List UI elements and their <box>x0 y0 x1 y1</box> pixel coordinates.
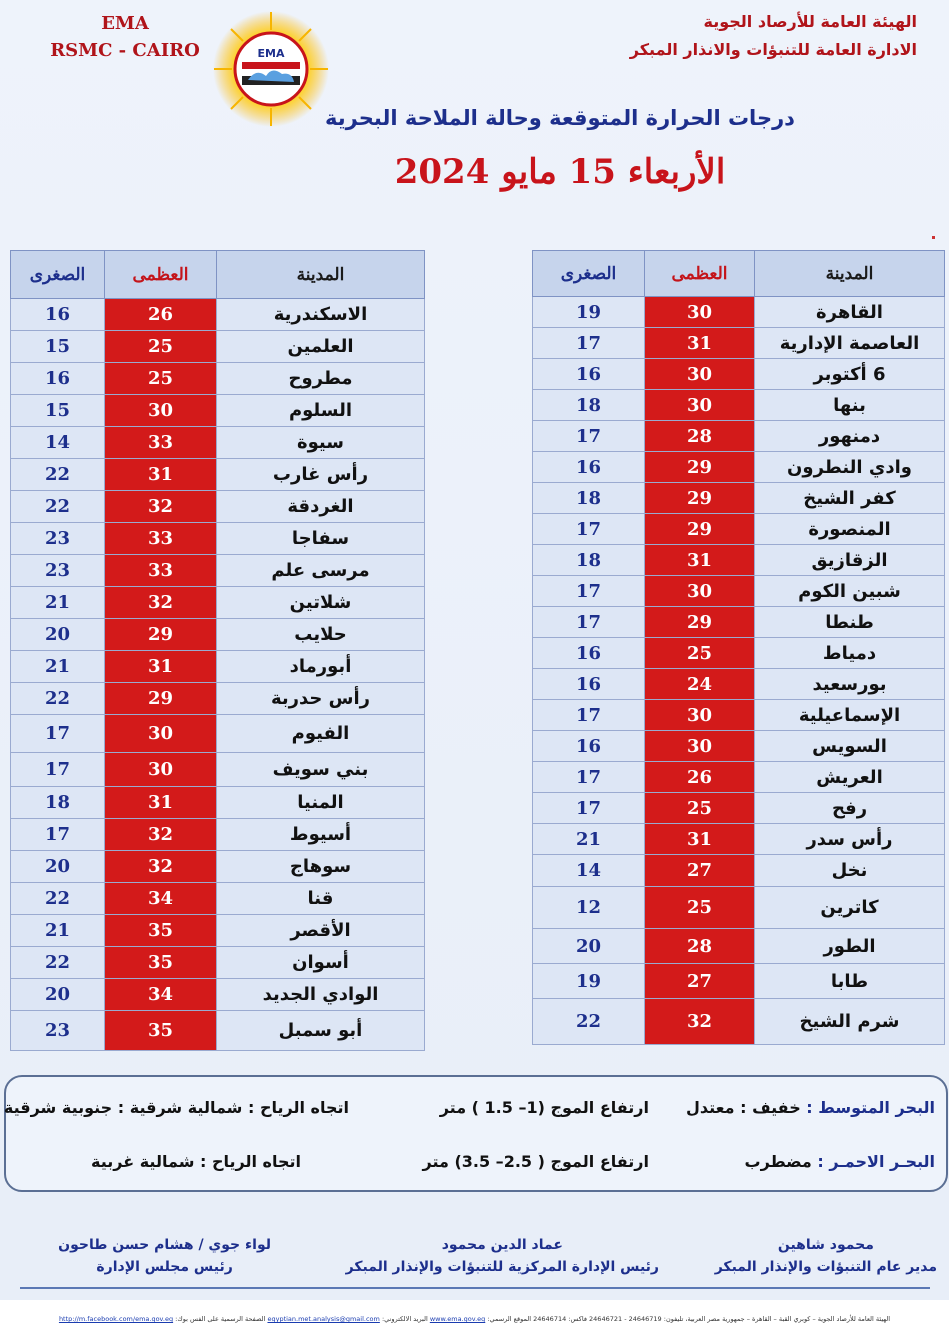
cell-city: العاصمة الإدارية <box>755 328 945 359</box>
cell-min: 19 <box>533 297 645 328</box>
table-row <box>11 651 425 683</box>
website-link[interactable]: www.ema.gov.eg <box>429 1315 486 1323</box>
signature-block <box>715 1234 937 1278</box>
cell-min: 22 <box>533 999 645 1045</box>
cell-max: 29 <box>645 607 755 638</box>
table-header-row <box>11 251 425 299</box>
red-wave-height: ارتفاع الموج ( 2.5– 3.5) متر <box>422 1152 649 1171</box>
cell-city: السلوم <box>217 395 425 427</box>
cell-city: نخل <box>755 855 945 887</box>
cell-city: شبين الكوم <box>755 576 945 607</box>
cell-max: 25 <box>105 363 217 395</box>
cell-min: 15 <box>11 331 105 363</box>
cell-city: قنا <box>217 883 425 915</box>
cell-max: 30 <box>645 297 755 328</box>
table-row <box>533 638 945 669</box>
cell-min: 22 <box>11 683 105 715</box>
cell-min: 18 <box>11 787 105 819</box>
table-row <box>533 700 945 731</box>
cell-max: 31 <box>105 651 217 683</box>
cell-max: 35 <box>105 947 217 979</box>
med-sea-value: خفيف : معتدل <box>685 1098 801 1117</box>
table-row <box>11 619 425 651</box>
cell-max: 33 <box>105 555 217 587</box>
table-row <box>533 929 945 964</box>
cell-max: 34 <box>105 883 217 915</box>
table-row <box>533 452 945 483</box>
cell-min: 22 <box>11 491 105 523</box>
cell-min: 21 <box>11 651 105 683</box>
cell-city: المنصورة <box>755 514 945 545</box>
cell-min: 19 <box>533 964 645 999</box>
cell-min: 17 <box>11 753 105 787</box>
table-row <box>533 297 945 328</box>
table-row <box>533 328 945 359</box>
table-row <box>11 753 425 787</box>
cell-city: الزقازيق <box>755 545 945 576</box>
cell-max: 30 <box>645 700 755 731</box>
cell-city: 6 أكتوبر <box>755 359 945 390</box>
cell-max: 35 <box>105 915 217 947</box>
cell-max: 25 <box>105 331 217 363</box>
cell-city: رأس حدربة <box>217 683 425 715</box>
table-row <box>11 787 425 819</box>
cell-min: 14 <box>11 427 105 459</box>
header-city: المدينة <box>217 251 425 299</box>
table-row <box>11 299 425 331</box>
table-row <box>533 824 945 855</box>
signature-title: مدير عام التنبؤات والإنذار المبكر <box>714 1259 937 1275</box>
cell-max: 28 <box>645 421 755 452</box>
med-sea-state <box>686 1098 935 1117</box>
cell-min: 23 <box>11 555 105 587</box>
cell-min: 22 <box>11 883 105 915</box>
header-max: العظمى <box>105 251 217 299</box>
footer <box>10 1315 939 1323</box>
cell-max: 27 <box>645 855 755 887</box>
red-wind-direction: اتجاه الرياح : شمالية غربية <box>91 1152 301 1171</box>
logo-text: EMA <box>257 47 285 60</box>
table-row <box>11 979 425 1011</box>
org-dept-ar: الادارة العامة للتنبؤات والانذار المبكر <box>629 40 917 59</box>
cell-max: 26 <box>645 762 755 793</box>
sea-conditions-box <box>4 1075 948 1192</box>
table-row <box>533 421 945 452</box>
header-max: العظمى <box>645 251 755 297</box>
cell-min: 18 <box>533 390 645 421</box>
cell-city: بورسعيد <box>755 669 945 700</box>
cell-max: 34 <box>105 979 217 1011</box>
cell-max: 32 <box>105 851 217 883</box>
cell-city: مطروح <box>217 363 425 395</box>
table-row <box>11 851 425 883</box>
page-title: درجات الحرارة المتوقعة وحالة الملاحة البحرية <box>325 106 795 130</box>
cell-city: شلاتين <box>217 587 425 619</box>
cell-city: المنيا <box>217 787 425 819</box>
table-row <box>533 359 945 390</box>
table-row <box>533 607 945 638</box>
cell-city: أسيوط <box>217 819 425 851</box>
red-sea-state <box>745 1152 935 1171</box>
signature-title: رئيس مجلس الإدارة <box>96 1259 233 1275</box>
cell-min: 16 <box>533 731 645 762</box>
cell-max: 30 <box>645 576 755 607</box>
cell-city: دمنهور <box>755 421 945 452</box>
table-row <box>533 762 945 793</box>
cell-min: 16 <box>533 669 645 700</box>
cell-max: 30 <box>105 753 217 787</box>
cell-min: 17 <box>533 421 645 452</box>
cell-city: بني سويف <box>217 753 425 787</box>
cell-city: حلايب <box>217 619 425 651</box>
cell-max: 25 <box>645 793 755 824</box>
cell-city: الأقصر <box>217 915 425 947</box>
table-row <box>11 587 425 619</box>
table-row <box>11 427 425 459</box>
table-row <box>533 514 945 545</box>
cell-min: 16 <box>533 638 645 669</box>
table-row <box>11 1011 425 1051</box>
cell-max: 29 <box>645 483 755 514</box>
header-min: الصغرى <box>11 251 105 299</box>
cell-max: 27 <box>645 964 755 999</box>
cell-max: 31 <box>645 545 755 576</box>
cell-min: 17 <box>533 793 645 824</box>
header-min: الصغرى <box>533 251 645 297</box>
cell-max: 35 <box>105 1011 217 1051</box>
cell-max: 25 <box>645 638 755 669</box>
email-label: البريد الالكتروني: <box>381 1315 428 1323</box>
cell-min: 17 <box>11 819 105 851</box>
cell-city: القاهرة <box>755 297 945 328</box>
cell-min: 20 <box>11 619 105 651</box>
cell-min: 21 <box>533 824 645 855</box>
cell-min: 17 <box>533 328 645 359</box>
cell-city: سفاجا <box>217 523 425 555</box>
cell-min: 17 <box>533 576 645 607</box>
cell-max: 33 <box>105 523 217 555</box>
cell-city: الفيوم <box>217 715 425 753</box>
table-row <box>533 855 945 887</box>
cell-city: سيوة <box>217 427 425 459</box>
cell-min: 16 <box>533 452 645 483</box>
table-row <box>533 669 945 700</box>
cell-min: 18 <box>533 483 645 514</box>
cell-min: 17 <box>11 715 105 753</box>
cell-city: كاترين <box>755 887 945 929</box>
cell-max: 32 <box>105 491 217 523</box>
facebook-label: الصفحة الرسمية على الفس بوك: <box>175 1315 266 1323</box>
cell-max: 31 <box>645 824 755 855</box>
cell-min: 23 <box>11 523 105 555</box>
org-rsmc: RSMC - CAIRO <box>50 40 200 61</box>
table-row <box>533 483 945 514</box>
cell-max: 30 <box>645 390 755 421</box>
org-name-ar: الهيئة العامة للأرصاد الجوية <box>703 12 917 31</box>
cell-max: 29 <box>105 683 217 715</box>
forecast-date: الأربعاء 15 مايو 2024 <box>394 152 726 192</box>
cell-city: الإسماعيلية <box>755 700 945 731</box>
cell-min: 12 <box>533 887 645 929</box>
cell-city: مرسى علم <box>217 555 425 587</box>
cell-max: 32 <box>105 587 217 619</box>
facebook-link[interactable]: http://m.facebook.com/ema.gov.eg <box>58 1315 174 1323</box>
cell-city: الطور <box>755 929 945 964</box>
cell-min: 22 <box>11 459 105 491</box>
red-sea-label: البحـر الاحمـر : <box>817 1152 935 1171</box>
cell-max: 31 <box>645 328 755 359</box>
signature-name: لواء جوي / هشام حسن طاحون <box>58 1237 271 1253</box>
email-link[interactable]: egyptian.met.analysis@gmail.com <box>267 1315 380 1323</box>
cell-min: 17 <box>533 607 645 638</box>
cell-max: 33 <box>105 427 217 459</box>
cell-city: بنها <box>755 390 945 421</box>
signature-name: محمود شاهين <box>777 1237 874 1253</box>
cell-city: العريش <box>755 762 945 793</box>
signature-divider <box>20 1287 930 1289</box>
med-sea-label: البحر المتوسط : <box>806 1098 935 1117</box>
table-row <box>11 555 425 587</box>
table-row <box>11 331 425 363</box>
signature-title: رئيس الإدارة المركزية للتنبؤات والإنذار المبكر <box>345 1259 659 1275</box>
table-row <box>11 523 425 555</box>
cell-min: 17 <box>533 514 645 545</box>
table-row <box>533 390 945 421</box>
decorative-dot <box>932 236 935 239</box>
temperature-table-right <box>532 250 945 1045</box>
table-row <box>11 491 425 523</box>
cell-min: 16 <box>11 363 105 395</box>
table-row <box>533 793 945 824</box>
cell-city: أبورماد <box>217 651 425 683</box>
cell-city: أسوان <box>217 947 425 979</box>
cell-min: 23 <box>11 1011 105 1051</box>
cell-min: 20 <box>533 929 645 964</box>
cell-city: الاسكندرية <box>217 299 425 331</box>
table-row <box>11 947 425 979</box>
cell-min: 20 <box>11 979 105 1011</box>
signature-name: عماد الدين محمود <box>441 1237 563 1253</box>
table-row <box>533 887 945 929</box>
cell-min: 18 <box>533 545 645 576</box>
cell-min: 20 <box>11 851 105 883</box>
table-row <box>533 545 945 576</box>
cell-min: 22 <box>11 947 105 979</box>
table-row <box>11 363 425 395</box>
cell-city: طابا <box>755 964 945 999</box>
cell-city: الوادي الجديد <box>217 979 425 1011</box>
cell-city: سوهاج <box>217 851 425 883</box>
cell-city: شرم الشيخ <box>755 999 945 1045</box>
cell-min: 15 <box>11 395 105 427</box>
cell-city: طنطا <box>755 607 945 638</box>
table-header-row <box>533 251 945 297</box>
org-english <box>40 10 210 64</box>
cell-city: وادي النطرون <box>755 452 945 483</box>
cell-city: كفر الشيخ <box>755 483 945 514</box>
table-row <box>11 915 425 947</box>
cell-max: 31 <box>105 459 217 491</box>
cell-max: 30 <box>105 715 217 753</box>
table-row <box>11 883 425 915</box>
cell-min: 16 <box>533 359 645 390</box>
cell-max: 29 <box>645 452 755 483</box>
cell-max: 30 <box>645 359 755 390</box>
cell-city: السويس <box>755 731 945 762</box>
signature-block <box>58 1234 271 1278</box>
cell-max: 25 <box>645 887 755 929</box>
cell-max: 31 <box>105 787 217 819</box>
cell-city: أبو سمبل <box>217 1011 425 1051</box>
cell-min: 14 <box>533 855 645 887</box>
cell-max: 30 <box>105 395 217 427</box>
org-arabic <box>557 8 917 64</box>
cell-min: 17 <box>533 700 645 731</box>
cell-max: 24 <box>645 669 755 700</box>
cell-min: 21 <box>11 915 105 947</box>
cell-city: رأس سدر <box>755 824 945 855</box>
cell-max: 29 <box>105 619 217 651</box>
red-sea-value: مضطرب <box>744 1152 812 1171</box>
table-row <box>533 576 945 607</box>
cell-max: 29 <box>645 514 755 545</box>
table-row <box>11 683 425 715</box>
cell-max: 26 <box>105 299 217 331</box>
cell-city: العلمين <box>217 331 425 363</box>
cell-max: 28 <box>645 929 755 964</box>
table-row <box>11 459 425 491</box>
cell-min: 21 <box>11 587 105 619</box>
table-row <box>533 964 945 999</box>
cell-min: 16 <box>11 299 105 331</box>
table-row <box>533 731 945 762</box>
table-row <box>11 395 425 427</box>
header-city: المدينة <box>755 251 945 297</box>
cell-min: 17 <box>533 762 645 793</box>
med-wave-height: ارتفاع الموج (1– 1.5 ) متر <box>439 1098 649 1117</box>
signature-block <box>346 1234 659 1278</box>
org-abbrev: EMA <box>101 13 149 34</box>
cell-max: 32 <box>645 999 755 1045</box>
cell-city: رفح <box>755 793 945 824</box>
table-row <box>11 715 425 753</box>
footer-address: الهيئة العامة للأرصاد الجوية – كوبري القبة – القاهرة – جمهورية مصر العربية، تليفون: 24646719 - 24646721 فاكس: 24646714 الموقع الرسمي: <box>487 1315 891 1323</box>
cell-city: دمياط <box>755 638 945 669</box>
med-wind-direction: اتجاه الرياح : شمالية شرقية : جنوبية شرقية <box>3 1098 349 1117</box>
cell-city: رأس غارب <box>217 459 425 491</box>
table-row <box>533 999 945 1045</box>
table-row <box>11 819 425 851</box>
temperature-table-left <box>10 250 425 1051</box>
cell-max: 32 <box>105 819 217 851</box>
cell-city: الغردقة <box>217 491 425 523</box>
cell-max: 30 <box>645 731 755 762</box>
